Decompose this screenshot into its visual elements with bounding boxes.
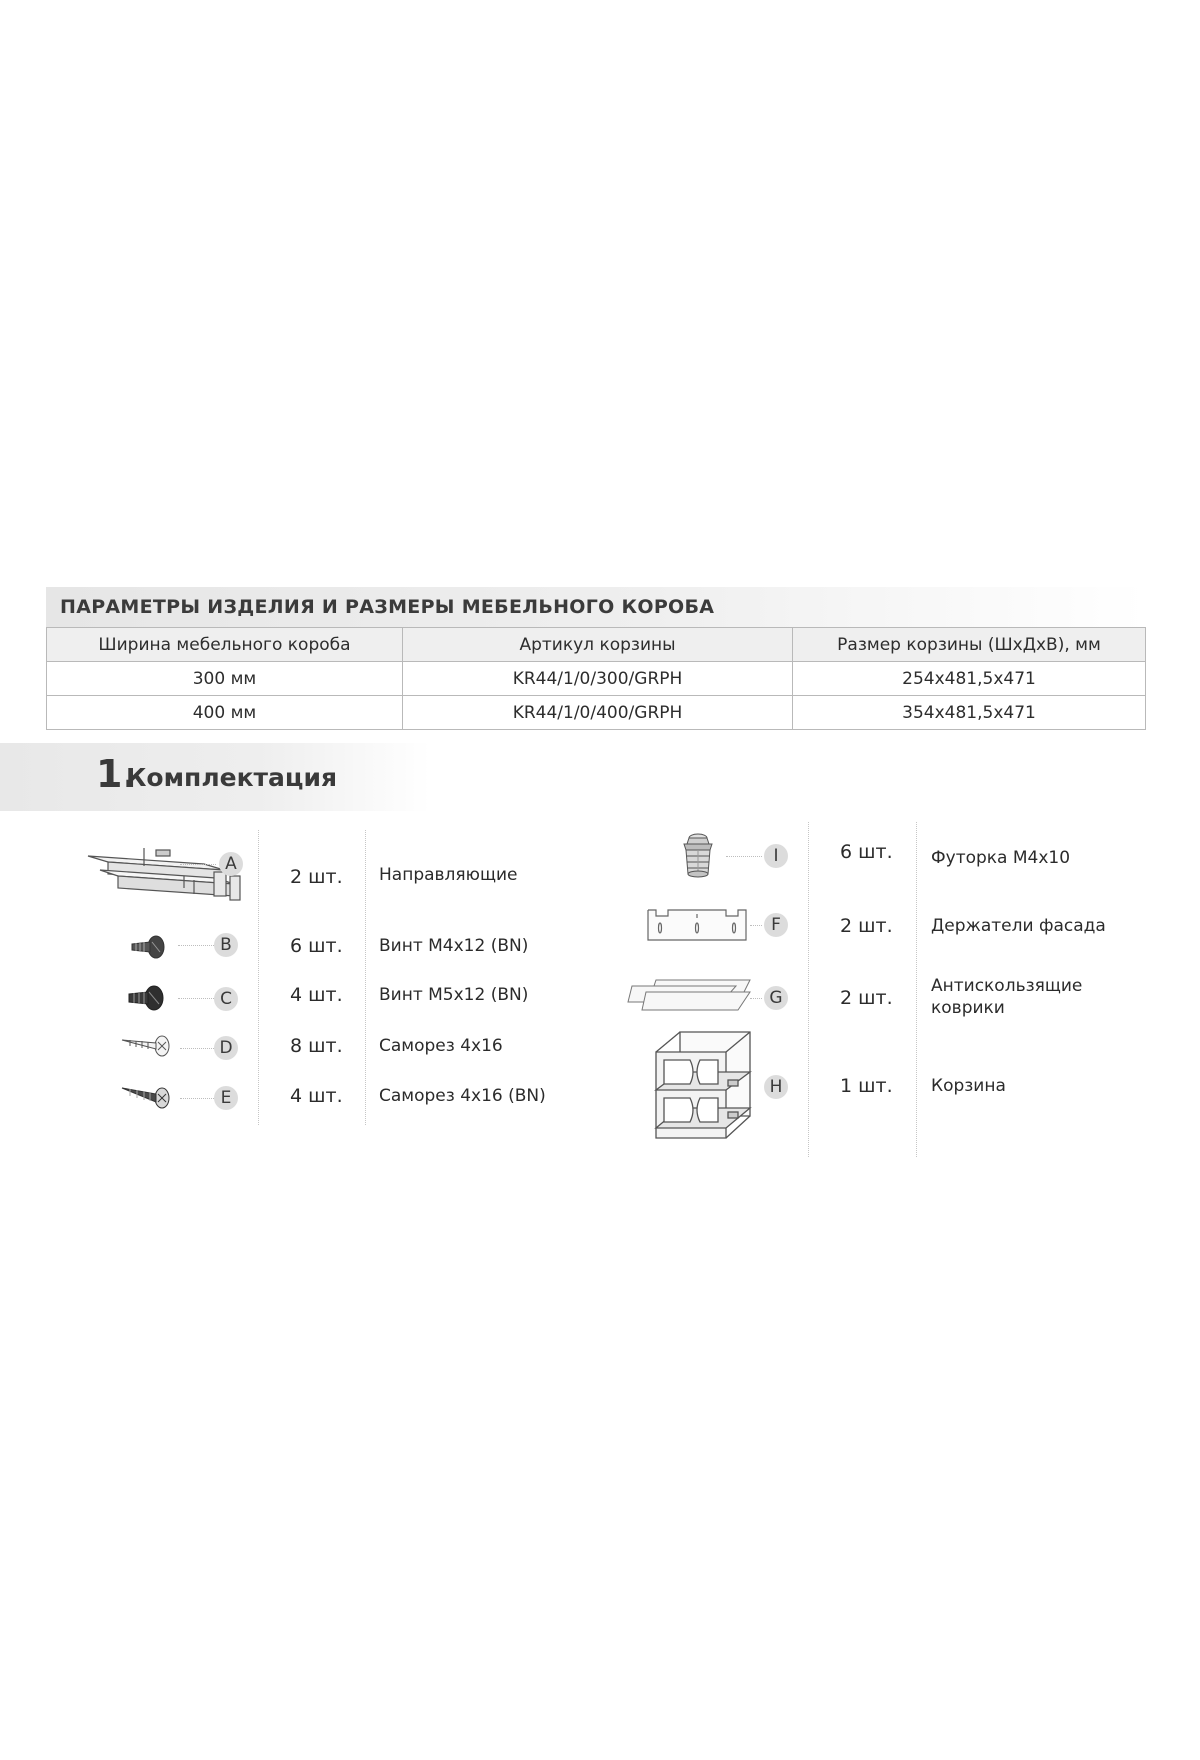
part-name-line: Антискользящие: [931, 976, 1083, 996]
part-quantity: 2 шт.: [840, 915, 893, 937]
screw-m4-icon: [128, 932, 168, 962]
part-quantity: 4 шт.: [290, 984, 343, 1006]
part-letter-badge: I: [764, 844, 788, 868]
basket-icon: [650, 1028, 758, 1144]
table-cell: 400 мм: [47, 696, 403, 730]
part-letter-badge: C: [214, 987, 238, 1011]
part-letter-badge: F: [764, 913, 788, 937]
leader-line: [726, 856, 762, 857]
part-letter-badge: D: [214, 1036, 238, 1060]
drawer-slide-icon: [84, 842, 244, 904]
part-letter-badge: B: [214, 933, 238, 957]
table-cell: 254x481,5x471: [793, 662, 1146, 696]
part-name: Саморез 4x16: [379, 1036, 503, 1056]
table-cell: 354x481,5x471: [793, 696, 1146, 730]
leader-line: [178, 998, 214, 999]
table-row: [47, 662, 1146, 696]
params-title: ПАРАМЕТРЫ ИЗДЕЛИЯ И РАЗМЕРЫ МЕБЕЛЬНОГО КОРОБА: [60, 596, 715, 618]
column-divider: [258, 830, 259, 1125]
table-cell: 300 мм: [47, 662, 403, 696]
part-quantity: 6 шт.: [840, 841, 893, 863]
part-quantity: 1 шт.: [840, 1075, 893, 1097]
table-row: [47, 696, 1146, 730]
column-divider: [365, 830, 366, 1125]
part-quantity: 6 шт.: [290, 935, 343, 957]
table-cell: KR44/1/0/300/GRPH: [403, 662, 793, 696]
table-header-cell: Ширина мебельного короба: [47, 628, 403, 662]
part-name: Направляющие: [379, 865, 518, 885]
screw-m5-icon: [126, 980, 166, 1014]
params-table: [46, 627, 1146, 730]
part-quantity: 8 шт.: [290, 1035, 343, 1057]
leader-line: [750, 925, 762, 926]
part-letter-badge: H: [764, 1075, 788, 1099]
leader-line: [750, 998, 762, 999]
section-number: 1.: [96, 752, 137, 796]
part-name: Футорка M4x10: [931, 848, 1071, 868]
part-quantity: 4 шт.: [290, 1085, 343, 1107]
column-divider: [916, 822, 917, 1157]
table-header-row: [47, 628, 1146, 662]
table-cell: KR44/1/0/400/GRPH: [403, 696, 793, 730]
part-letter-badge: G: [764, 986, 788, 1010]
section-title: Комплектация: [126, 763, 338, 792]
part-name: Винт M5x12 (BN): [379, 985, 529, 1005]
anti-slip-mat-icon: [626, 976, 766, 1016]
part-name-line: коврики: [931, 998, 1005, 1018]
self-tapping-screw-dark-icon: [120, 1080, 174, 1112]
leader-line: [180, 1048, 216, 1049]
part-name: Корзина: [931, 1076, 1006, 1096]
part-quantity: 2 шт.: [840, 987, 893, 1009]
part-letter-badge: E: [214, 1086, 238, 1110]
leader-line: [180, 864, 216, 865]
leader-line: [178, 945, 216, 946]
part-letter-badge: A: [219, 852, 243, 876]
table-header-cell: Размер корзины (ШхДхВ), мм: [793, 628, 1146, 662]
table-header-cell: Артикул корзины: [403, 628, 793, 662]
part-name: Винт M4x12 (BN): [379, 936, 529, 956]
insert-nut-icon: [676, 830, 720, 882]
part-name: Держатели фасада: [931, 916, 1106, 936]
leader-line: [180, 1098, 216, 1099]
self-tapping-screw-icon: [120, 1030, 174, 1060]
part-name: Саморез 4x16 (BN): [379, 1086, 546, 1106]
column-divider: [808, 822, 809, 1157]
front-holder-icon: [646, 908, 748, 944]
part-quantity: 2 шт.: [290, 866, 343, 888]
